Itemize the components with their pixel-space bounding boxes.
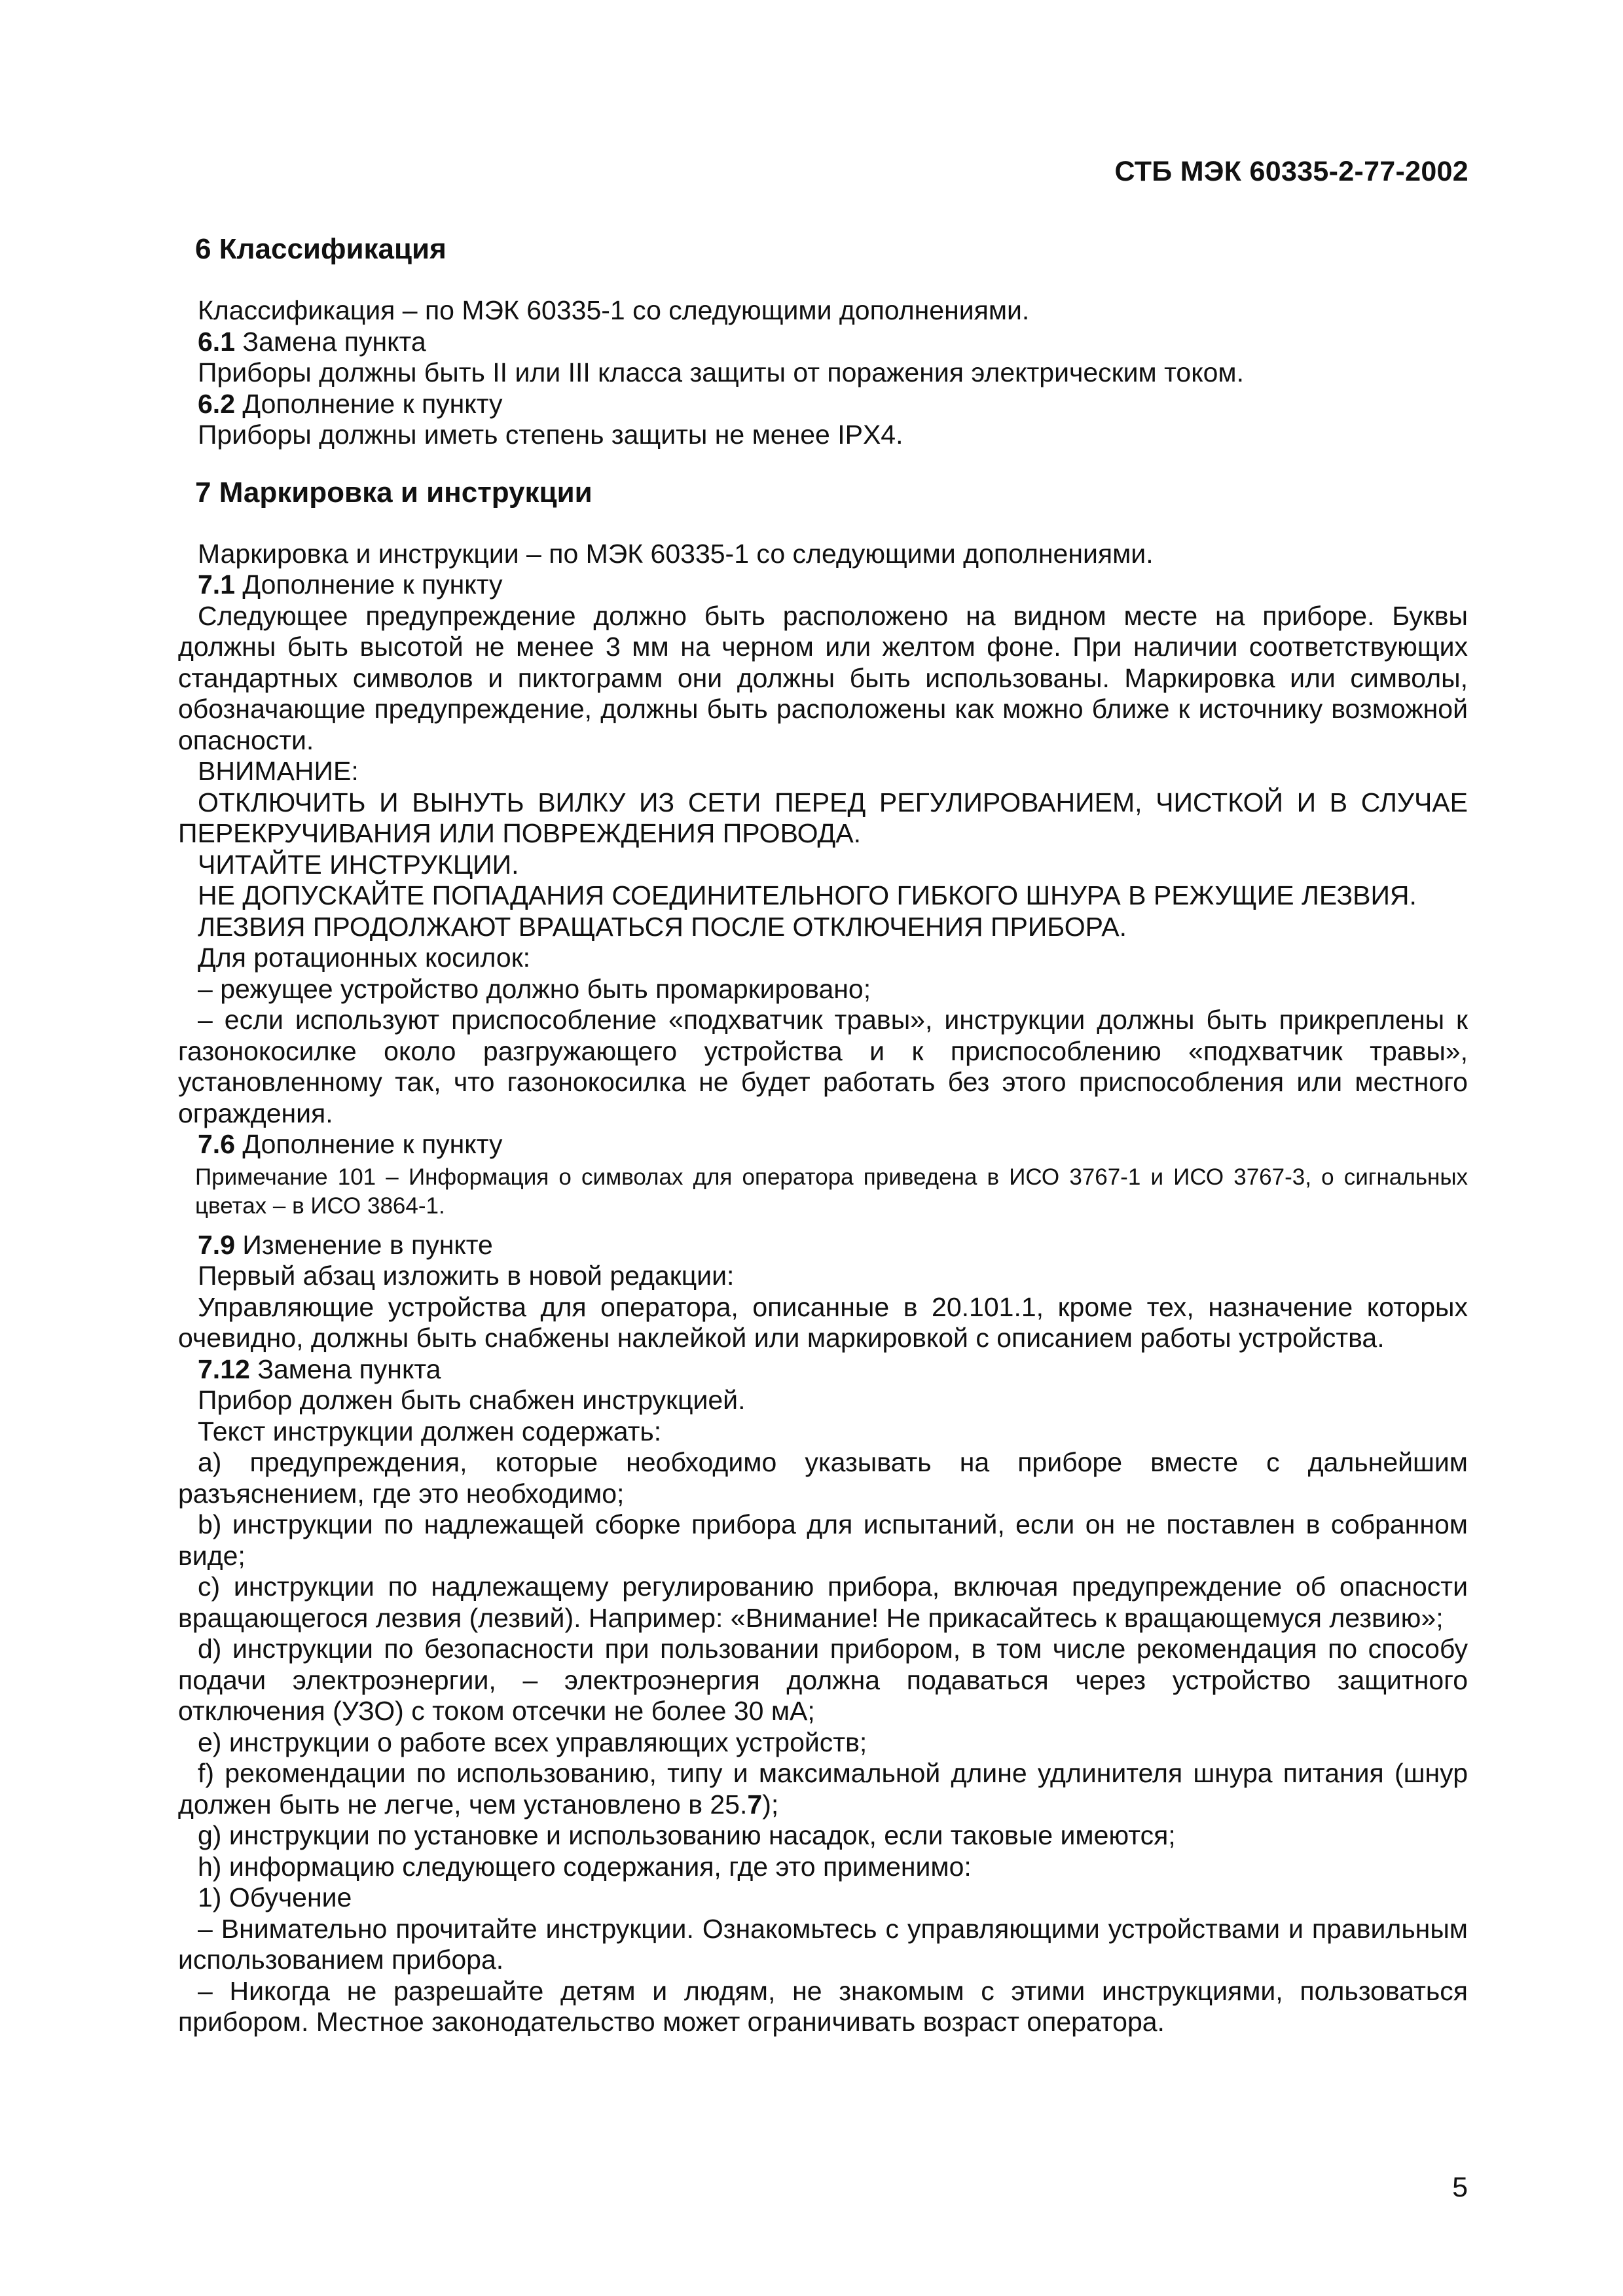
list-item-a: a) предупреждения, которые необходимо указывать на приборе вместе с дальнейшим разъяснением, где это необходимо; xyxy=(178,1447,1468,1509)
list-item-f-end: ); xyxy=(762,1789,779,1820)
list-item-c: c) инструкции по надлежащему регулированию прибора, включая предупреждение об опасности вращающегося лезвия (лезвий). Например: «Внимание! Не прикасайтесь к вращающемуся лезвию»; xyxy=(178,1571,1468,1633)
clause-number: 7.6 xyxy=(198,1129,235,1159)
list-item-g: g) инструкции по установке и использованию насадок, если таковые имеются; xyxy=(198,1820,1176,1850)
section-7-intro: Маркировка и инструкции – по МЭК 60335-1 со следующими дополнениями. xyxy=(198,538,1154,569)
section-7-heading: 7 Маркировка и инструкции xyxy=(195,476,593,509)
clause-7-9-heading xyxy=(178,1230,1468,1261)
list-item-b: b) инструкции по надлежащей сборке прибора для испытаний, если он не поставлен в собранном виде; xyxy=(178,1509,1468,1571)
clause-6-1-text: Приборы должны быть II или III класса защиты от поражения электрическим током. xyxy=(198,357,1244,387)
clause-7-12-text-1: Прибор должен быть снабжен инструкцией. xyxy=(198,1385,746,1415)
training-item-1: – Внимательно прочитайте инструкции. Ознакомьтесь с управляющими устройствами и правильным использованием прибора. xyxy=(178,1913,1468,1975)
page-content xyxy=(178,232,1468,2038)
warning-line-1: ОТКЛЮЧИТЬ И ВЫНУТЬ ВИЛКУ ИЗ СЕТИ ПЕРЕД РЕГУЛИРОВАНИЕМ, ЧИСТКОЙ И В СЛУЧАЕ ПЕРЕКРУЧИВАНИЯ ИЛИ ПОВРЕЖДЕНИЯ ПРОВОДА. xyxy=(178,787,1468,848)
clause-6-2-heading xyxy=(178,389,1468,420)
page-number: 5 xyxy=(1452,2172,1468,2203)
warning-line-2: ЧИТАЙТЕ ИНСТРУКЦИИ. xyxy=(198,849,519,880)
training-item-2: – Никогда не разрешайте детям и людям, не знакомым с этими инструкциями, пользоваться прибором. Местное законодательство может ограничивать возраст оператора. xyxy=(178,1975,1468,2037)
clause-title: Дополнение к пункту xyxy=(235,388,503,419)
list-item-f-text: f) рекомендации по использованию, типу и максимальной длине удлинителя шнура питания (шнур должен быть не легче, чем установлено в 25. xyxy=(178,1758,1468,1820)
section-6-body xyxy=(178,295,1468,451)
clause-title: Замена пункта xyxy=(235,326,426,357)
clause-7-6-heading xyxy=(178,1129,1468,1160)
rotary-mowers-label: Для ротационных косилок: xyxy=(198,942,531,973)
section-6-intro: Классификация – по МЭК 60335-1 со следующими дополнениями. xyxy=(198,295,1030,325)
warning-line-4: ЛЕЗВИЯ ПРОДОЛЖАЮТ ВРАЩАТЬСЯ ПОСЛЕ ОТКЛЮЧЕНИЯ ПРИБОРА. xyxy=(198,911,1127,942)
clause-7-9-text-1: Первый абзац изложить в новой редакции: xyxy=(198,1261,735,1291)
list-item-f xyxy=(178,1758,1468,1820)
section-7-body xyxy=(178,539,1468,1160)
clause-title: Дополнение к пункту xyxy=(235,569,503,600)
clause-number: 7.9 xyxy=(198,1229,235,1260)
clause-7-9-text-2: Управляющие устройства для оператора, описанные в 20.101.1, кроме тех, назначение которых очевидно, должны быть снабжены наклейкой или маркировкой с описанием работы устройства. xyxy=(178,1291,1468,1353)
list-item-f-clause: 7 xyxy=(747,1789,763,1820)
clause-title: Замена пункта xyxy=(249,1354,441,1384)
warning-line-3: НЕ ДОПУСКАЙТЕ ПОПАДАНИЯ СОЕДИНИТЕЛЬНОГО ГИБКОГО ШНУРА В РЕЖУЩИЕ ЛЕЗВИЯ. xyxy=(198,880,1417,910)
clause-number: 6.2 xyxy=(198,388,235,419)
clause-title: Изменение в пункте xyxy=(235,1229,493,1260)
section-6-heading: 6 Классификация xyxy=(195,233,447,265)
clause-number: 7.1 xyxy=(198,569,235,600)
list-item-h: h) информацию следующего содержания, где это применимо: xyxy=(198,1851,972,1882)
list-item-d: d) инструкции по безопасности при пользовании прибором, в том числе рекомендация по способу подачи электроэнергии, – электроэнергия должна подаваться через устройство защитного отключения (УЗО) с током отсечки не более 30 мА; xyxy=(178,1634,1468,1726)
clause-number: 7.12 xyxy=(198,1354,250,1384)
list-item-e: e) инструкции о работе всех управляющих устройств; xyxy=(198,1727,867,1757)
clause-7-1-heading xyxy=(178,569,1468,601)
clause-number: 6.1 xyxy=(198,326,235,357)
clause-6-2-text: Приборы должны иметь степень защиты не менее IPX4. xyxy=(198,420,903,450)
clause-7-12-heading xyxy=(178,1354,1468,1386)
clause-7-12-text-2: Текст инструкции должен содержать: xyxy=(198,1416,662,1446)
clause-title: Дополнение к пункту xyxy=(235,1129,503,1159)
rotary-item-1: – режущее устройство должно быть промаркировано; xyxy=(198,973,871,1004)
warning-title: ВНИМАНИЕ: xyxy=(198,756,359,786)
training-heading: 1) Обучение xyxy=(198,1882,352,1912)
section-7-body-continued xyxy=(178,1230,1468,2038)
rotary-item-2: – если используют приспособление «подхватчик травы», инструкции должны быть прикреплены к газонокосилке около разгружающего устройства и к приспособлению «подхватчик травы», установленному так, что газонокосилка не будет работать без этого приспособления или местного ограждения. xyxy=(178,1005,1468,1128)
clause-6-1-heading xyxy=(178,327,1468,358)
note-101: Примечание 101 – Информация о символах для оператора приведена в ИСО 3767-1 и ИСО 3767-3, о сигнальных цветах – в ИСО 3864-1. xyxy=(195,1164,1468,1219)
document-id: СТБ МЭК 60335-2-77-2002 xyxy=(1114,156,1468,187)
clause-7-1-text: Следующее предупреждение должно быть расположено на видном месте на приборе. Буквы должны быть высотой не менее 3 мм на черном или желтом фоне. При наличии соответствующих стандартных символов и пиктограмм они должны быть использованы. Маркировка или символы, обозначающие предупреждение, должны быть расположены как можно ближе к источнику возможной опасности. xyxy=(178,600,1468,755)
